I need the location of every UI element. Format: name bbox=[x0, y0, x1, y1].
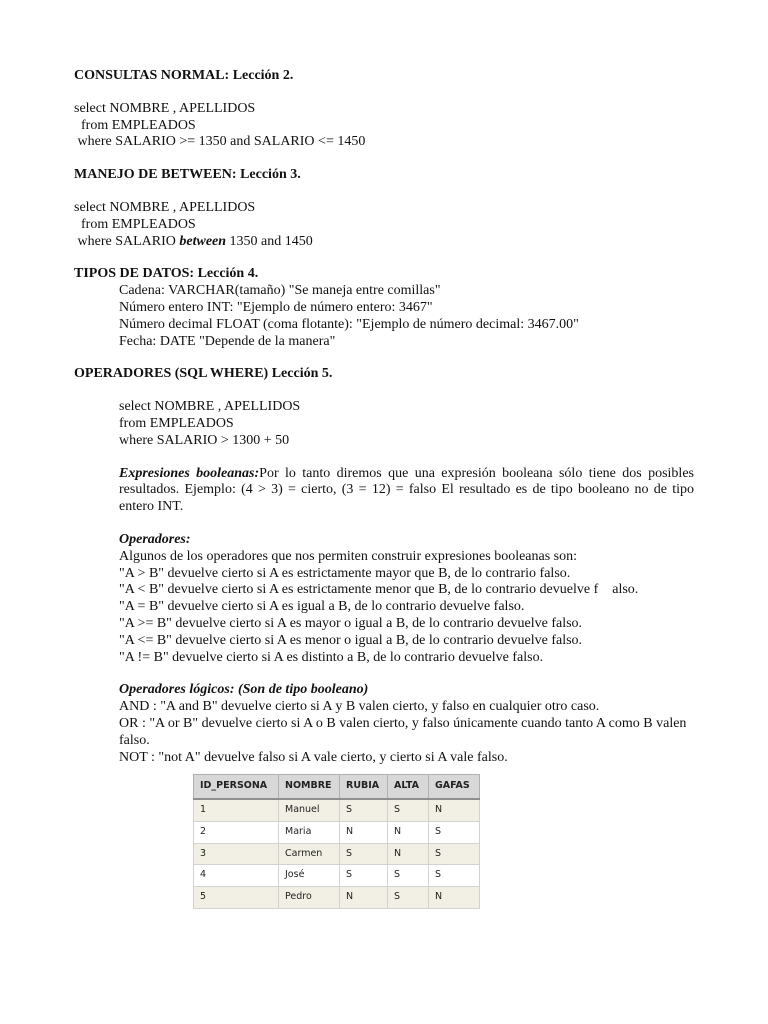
lesson-5-code-line: from EMPLEADOS bbox=[119, 415, 234, 431]
table-cell: N bbox=[388, 843, 429, 865]
table-cell: 1 bbox=[194, 799, 279, 821]
operator-item: "A > B" devuelve cierto si A es estrictamente mayor que B, de lo contrario falso. bbox=[119, 565, 571, 581]
data-type-item: Número entero INT: "Ejemplo de número entero: 3467" bbox=[119, 299, 433, 315]
table-cell: S bbox=[340, 843, 388, 865]
lesson-2-code-line: select NOMBRE , APELLIDOS bbox=[74, 100, 256, 116]
table-cell: N bbox=[340, 821, 388, 843]
lesson-5-title: OPERADORES (SQL WHERE) Lección 5. bbox=[74, 366, 333, 382]
lesson-3-code-line bbox=[74, 234, 694, 251]
data-type-item: Cadena: VARCHAR(tamaño) "Se maneja entre comillas" bbox=[119, 283, 441, 299]
operator-item: "A < B" devuelve cierto si A es estrictamente menor que B, de lo contrario devuelve f also. bbox=[119, 582, 639, 598]
table-cell: Carmen bbox=[279, 843, 340, 865]
lesson-2-code-line: where SALARIO >= 1350 and SALARIO <= 1450 bbox=[74, 134, 366, 150]
table-cell: S bbox=[429, 821, 480, 843]
logical-operator-and: AND : "A and B" devuelve cierto si A y B valen cierto, y falso en cualquier otro caso. bbox=[119, 699, 600, 715]
table-row bbox=[194, 843, 480, 865]
data-type-item: Fecha: DATE "Depende de la manera" bbox=[119, 333, 336, 349]
table-cell: S bbox=[429, 843, 480, 865]
table-cell: 2 bbox=[194, 821, 279, 843]
between-keyword: between bbox=[179, 233, 227, 249]
table-header-row bbox=[194, 775, 480, 799]
lesson-5-code-line: select NOMBRE , APELLIDOS bbox=[119, 399, 301, 415]
logical-operators-heading: Operadores lógicos: (Son de tipo booleano) bbox=[119, 682, 369, 698]
table-cell: N bbox=[388, 821, 429, 843]
lesson-3-code-line: select NOMBRE , APELLIDOS bbox=[74, 199, 256, 215]
table-cell: S bbox=[388, 887, 429, 909]
table-row bbox=[194, 887, 480, 909]
lesson-3-code-line: from EMPLEADOS bbox=[74, 216, 196, 232]
table-cell: S bbox=[340, 865, 388, 887]
column-header-rubia: RUBIA bbox=[340, 775, 388, 799]
personas-table bbox=[193, 774, 480, 909]
table-cell: S bbox=[388, 865, 429, 887]
logical-operator-or: OR : "A or B" devuelve cierto si A o B valen cierto, y falso únicamente cuando tanto A como B valen falso. bbox=[119, 715, 687, 748]
lesson-2-code-line: from EMPLEADOS bbox=[74, 117, 196, 133]
operator-item: "A <= B" devuelve cierto si A es menor o igual a B, de lo contrario devuelve falso. bbox=[119, 632, 583, 648]
table-row bbox=[194, 821, 480, 843]
boolean-expressions-heading: Expresiones booleanas: bbox=[119, 465, 260, 481]
table-row bbox=[194, 799, 480, 821]
table-cell: S bbox=[388, 799, 429, 821]
operators-intro: Algunos de los operadores que nos permiten construir expresiones booleanas son: bbox=[119, 548, 578, 564]
personas-table-wrap bbox=[193, 774, 694, 909]
table-cell: 5 bbox=[194, 887, 279, 909]
lesson-3-title: MANEJO DE BETWEEN: Lección 3. bbox=[74, 167, 301, 183]
lesson-3-code-pre: where SALARIO bbox=[74, 233, 180, 249]
lesson-5-code-line: where SALARIO > 1300 + 50 bbox=[119, 432, 290, 448]
lesson-2-title: CONSULTAS NORMAL: Lección 2. bbox=[74, 68, 294, 83]
table-cell: N bbox=[340, 887, 388, 909]
table-cell: José bbox=[279, 865, 340, 887]
table-row bbox=[194, 865, 480, 887]
operators-heading: Operadores: bbox=[119, 531, 191, 547]
table-cell: 4 bbox=[194, 865, 279, 887]
table-cell: 3 bbox=[194, 843, 279, 865]
document-page bbox=[74, 68, 694, 909]
table-cell: S bbox=[429, 865, 480, 887]
column-header-gafas: GAFAS bbox=[429, 775, 480, 799]
table-cell: Manuel bbox=[279, 799, 340, 821]
table-cell: S bbox=[340, 799, 388, 821]
lesson-4-title: TIPOS DE DATOS: Lección 4. bbox=[74, 266, 259, 282]
boolean-expressions-paragraph bbox=[119, 466, 694, 516]
operator-item: "A >= B" devuelve cierto si A es mayor o igual a B, de lo contrario devuelve falso. bbox=[119, 615, 583, 631]
logical-operator-not: NOT : "not A" devuelve falso si A vale cierto, y cierto si A vale falso. bbox=[119, 749, 508, 765]
table-cell: N bbox=[429, 887, 480, 909]
data-type-item: Número decimal FLOAT (coma flotante): "Ejemplo de número decimal: 3467.00" bbox=[119, 316, 579, 332]
table-cell: N bbox=[429, 799, 480, 821]
column-header-alta: ALTA bbox=[388, 775, 429, 799]
lesson-3-code-post: 1350 and 1450 bbox=[226, 233, 313, 249]
column-header-nombre: NOMBRE bbox=[279, 775, 340, 799]
boolean-expressions-text: Por lo tanto diremos que una expresión booleana sólo tiene dos posibles resultados. Ejemplo: (4 > 3) = cierto, (3 = 12) = falso El resultado es de tipo booleano no de tipo entero INT. bbox=[119, 465, 694, 515]
table-cell: Pedro bbox=[279, 887, 340, 909]
column-header-id-persona: ID_PERSONA bbox=[194, 775, 279, 799]
operator-item: "A = B" devuelve cierto si A es igual a B, de lo contrario devuelve falso. bbox=[119, 599, 525, 615]
table-cell: Maria bbox=[279, 821, 340, 843]
operator-item: "A != B" devuelve cierto si A es distinto a B, de lo contrario devuelve falso. bbox=[119, 649, 544, 665]
